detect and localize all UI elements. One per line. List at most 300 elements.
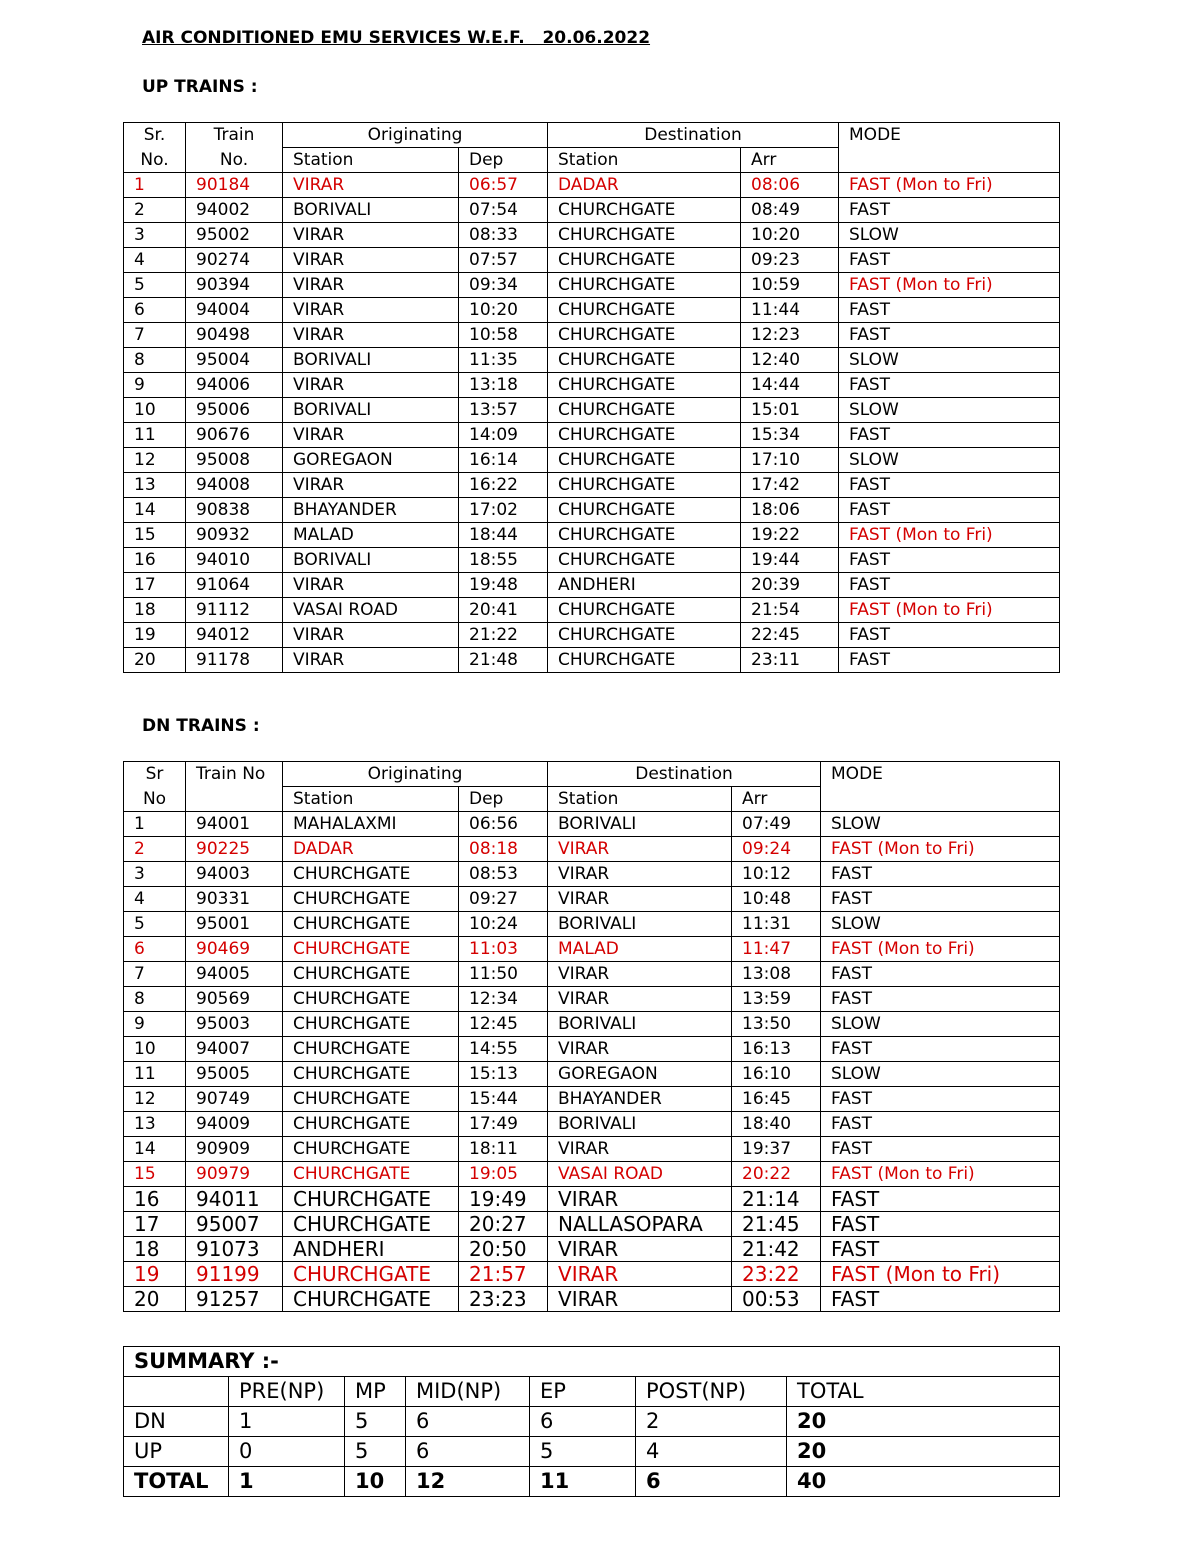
summary-value: 10 <box>345 1467 406 1497</box>
destination-station: VIRAR <box>548 1137 732 1162</box>
train-no: 90469 <box>186 937 283 962</box>
table-row <box>124 887 1060 912</box>
header-sr-line2: No. <box>124 148 186 173</box>
page-title: AIR CONDITIONED EMU SERVICES W.E.F. 20.06.2022 <box>142 28 651 48</box>
sr-no: 2 <box>124 837 186 862</box>
arrival-time: 08:49 <box>741 198 839 223</box>
origin-station: CHURCHGATE <box>283 1087 459 1112</box>
destination-station: VIRAR <box>548 1262 732 1287</box>
arrival-time: 18:40 <box>732 1112 821 1137</box>
table-row <box>124 862 1060 887</box>
train-no: 94012 <box>186 623 283 648</box>
departure-time: 08:33 <box>459 223 548 248</box>
origin-station: VIRAR <box>283 273 459 298</box>
origin-station: CHURCHGATE <box>283 1137 459 1162</box>
mode <box>821 887 1060 912</box>
sr-no: 2 <box>124 198 186 223</box>
summary-value: 11 <box>530 1467 636 1497</box>
destination-station: CHURCHGATE <box>548 548 741 573</box>
dn-trains-body <box>124 812 1060 1312</box>
sr-no: 9 <box>124 373 186 398</box>
mode-label: FAST <box>849 550 891 570</box>
table-row <box>124 1012 1060 1037</box>
destination-station: CHURCHGATE <box>548 298 741 323</box>
departure-time: 12:34 <box>459 987 548 1012</box>
mode-note: (Mon to Fri) <box>890 175 993 195</box>
departure-time: 06:57 <box>459 173 548 198</box>
table-row <box>124 473 1060 498</box>
arrival-time: 16:45 <box>732 1087 821 1112</box>
destination-station: CHURCHGATE <box>548 623 741 648</box>
origin-station: MALAD <box>283 523 459 548</box>
sr-no: 17 <box>124 1212 186 1237</box>
train-no: 91112 <box>186 598 283 623</box>
destination-station: CHURCHGATE <box>548 273 741 298</box>
sr-no: 11 <box>124 1062 186 1087</box>
destination-station: BHAYANDER <box>548 1087 732 1112</box>
header-dest-station: Station <box>548 148 741 173</box>
summary-value: 5 <box>345 1437 406 1467</box>
mode-label: FAST <box>831 1212 880 1236</box>
up-trains-table <box>123 122 1060 673</box>
table-row <box>124 912 1060 937</box>
origin-station: CHURCHGATE <box>283 862 459 887</box>
header-train-line2: No. <box>186 148 283 173</box>
departure-time: 09:34 <box>459 273 548 298</box>
summary-column-header: POST(NP) <box>636 1377 787 1407</box>
sr-no: 9 <box>124 1012 186 1037</box>
summary-row <box>124 1437 1060 1467</box>
arrival-time: 23:22 <box>732 1262 821 1287</box>
mode <box>821 1162 1060 1187</box>
mode-label: FAST <box>849 650 891 670</box>
summary-value: 1 <box>229 1407 345 1437</box>
mode <box>821 1262 1060 1287</box>
sr-no: 14 <box>124 1137 186 1162</box>
origin-station: CHURCHGATE <box>283 937 459 962</box>
sr-no: 3 <box>124 223 186 248</box>
departure-time: 13:57 <box>459 398 548 423</box>
departure-time: 11:03 <box>459 937 548 962</box>
train-no: 94004 <box>186 298 283 323</box>
table-row <box>124 937 1060 962</box>
sr-no: 1 <box>124 173 186 198</box>
summary-body <box>124 1347 1060 1497</box>
departure-time: 08:18 <box>459 837 548 862</box>
train-no: 90394 <box>186 273 283 298</box>
mode <box>821 1112 1060 1137</box>
departure-time: 21:48 <box>459 648 548 673</box>
origin-station: VIRAR <box>283 423 459 448</box>
mode-label: SLOW <box>849 450 899 470</box>
train-no: 95002 <box>186 223 283 248</box>
summary-column-header: EP <box>530 1377 636 1407</box>
sr-no: 20 <box>124 1287 186 1312</box>
origin-station: CHURCHGATE <box>283 1162 459 1187</box>
table-row <box>124 1062 1060 1087</box>
mode <box>839 298 1060 323</box>
departure-time: 14:09 <box>459 423 548 448</box>
origin-station: BORIVALI <box>283 398 459 423</box>
mode-label: FAST <box>831 964 873 984</box>
origin-station: CHURCHGATE <box>283 1037 459 1062</box>
arrival-time: 13:50 <box>732 1012 821 1037</box>
mode <box>839 648 1060 673</box>
departure-time: 16:14 <box>459 448 548 473</box>
arrival-time: 07:49 <box>732 812 821 837</box>
destination-station: VIRAR <box>548 862 732 887</box>
destination-station: VIRAR <box>548 837 732 862</box>
table-row <box>124 1237 1060 1262</box>
mode-label: SLOW <box>831 1064 881 1084</box>
mode-label: SLOW <box>849 400 899 420</box>
sr-no: 11 <box>124 423 186 448</box>
origin-station: BORIVALI <box>283 198 459 223</box>
sr-no: 14 <box>124 498 186 523</box>
sr-no: 7 <box>124 323 186 348</box>
header-train-line1: Train <box>186 123 283 148</box>
summary-column-header: MID(NP) <box>406 1377 530 1407</box>
train-no: 90498 <box>186 323 283 348</box>
mode-note: (Mon to Fri) <box>890 525 993 545</box>
departure-time: 08:53 <box>459 862 548 887</box>
table-row <box>124 248 1060 273</box>
sr-no: 19 <box>124 1262 186 1287</box>
table-row <box>124 498 1060 523</box>
table-row <box>124 1187 1060 1212</box>
arrival-time: 17:42 <box>741 473 839 498</box>
mode-label: FAST <box>831 1237 880 1261</box>
mode-label: FAST <box>849 525 891 545</box>
arrival-time: 15:01 <box>741 398 839 423</box>
mode-label: SLOW <box>831 914 881 934</box>
origin-station: CHURCHGATE <box>283 1287 459 1312</box>
destination-station: MALAD <box>548 937 732 962</box>
arrival-time: 20:22 <box>732 1162 821 1187</box>
train-no: 94007 <box>186 1037 283 1062</box>
departure-time: 20:50 <box>459 1237 548 1262</box>
departure-time: 14:55 <box>459 1037 548 1062</box>
destination-station: VIRAR <box>548 1187 732 1212</box>
destination-station: CHURCHGATE <box>548 498 741 523</box>
header-mode: MODE <box>839 123 1060 173</box>
header-originating: Originating <box>283 123 548 148</box>
summary-column-header: PRE(NP) <box>229 1377 345 1407</box>
destination-station: CHURCHGATE <box>548 373 741 398</box>
destination-station: CHURCHGATE <box>548 598 741 623</box>
header-arr: Arr <box>732 787 821 812</box>
destination-station: VIRAR <box>548 987 732 1012</box>
origin-station: CHURCHGATE <box>283 912 459 937</box>
mode-label: FAST <box>831 1262 880 1286</box>
table-row <box>124 298 1060 323</box>
sr-no: 16 <box>124 548 186 573</box>
train-no: 94003 <box>186 862 283 887</box>
destination-station: CHURCHGATE <box>548 473 741 498</box>
departure-time: 10:24 <box>459 912 548 937</box>
departure-time: 19:49 <box>459 1187 548 1212</box>
arrival-time: 19:37 <box>732 1137 821 1162</box>
train-no: 95001 <box>186 912 283 937</box>
summary-total: 20 <box>787 1407 1060 1437</box>
train-no: 95006 <box>186 398 283 423</box>
table-row <box>124 648 1060 673</box>
arrival-time: 10:59 <box>741 273 839 298</box>
departure-time: 10:58 <box>459 323 548 348</box>
departure-time: 15:13 <box>459 1062 548 1087</box>
departure-time: 18:55 <box>459 548 548 573</box>
origin-station: VIRAR <box>283 473 459 498</box>
origin-station: CHURCHGATE <box>283 1112 459 1137</box>
sr-no: 6 <box>124 298 186 323</box>
header-sr-line1: Sr <box>124 762 186 787</box>
arrival-time: 21:54 <box>741 598 839 623</box>
summary-row <box>124 1407 1060 1437</box>
departure-time: 12:45 <box>459 1012 548 1037</box>
header-arr: Arr <box>741 148 839 173</box>
arrival-time: 08:06 <box>741 173 839 198</box>
mode-label: SLOW <box>831 1014 881 1034</box>
arrival-time: 17:10 <box>741 448 839 473</box>
mode-label: FAST <box>831 989 873 1009</box>
mode <box>839 598 1060 623</box>
mode <box>821 912 1060 937</box>
mode-label: FAST <box>831 889 873 909</box>
origin-station: VIRAR <box>283 173 459 198</box>
summary-value: 6 <box>406 1437 530 1467</box>
origin-station: CHURCHGATE <box>283 987 459 1012</box>
arrival-time: 16:10 <box>732 1062 821 1087</box>
dn-trains-table <box>123 761 1060 1312</box>
mode <box>839 423 1060 448</box>
table-row <box>124 962 1060 987</box>
summary-label: SUMMARY :- <box>124 1347 1060 1377</box>
sr-no: 16 <box>124 1187 186 1212</box>
arrival-time: 11:47 <box>732 937 821 962</box>
table-row <box>124 323 1060 348</box>
origin-station: BORIVALI <box>283 548 459 573</box>
origin-station: VASAI ROAD <box>283 598 459 623</box>
mode <box>821 1237 1060 1262</box>
mode-label: FAST <box>849 300 891 320</box>
origin-station: CHURCHGATE <box>283 1262 459 1287</box>
mode <box>839 448 1060 473</box>
mode <box>821 1087 1060 1112</box>
origin-station: CHURCHGATE <box>283 887 459 912</box>
destination-station: BORIVALI <box>548 812 732 837</box>
origin-station: MAHALAXMI <box>283 812 459 837</box>
table-row <box>124 1037 1060 1062</box>
sr-no: 6 <box>124 937 186 962</box>
table-row <box>124 523 1060 548</box>
mode-label: FAST <box>849 250 891 270</box>
table-row <box>124 1212 1060 1237</box>
train-no: 94008 <box>186 473 283 498</box>
departure-time: 17:02 <box>459 498 548 523</box>
departure-time: 21:22 <box>459 623 548 648</box>
arrival-time: 16:13 <box>732 1037 821 1062</box>
train-no: 95004 <box>186 348 283 373</box>
departure-time: 19:05 <box>459 1162 548 1187</box>
header-sr-line2: No <box>124 787 186 812</box>
mode-label: FAST <box>831 1114 873 1134</box>
departure-time: 20:27 <box>459 1212 548 1237</box>
mode <box>821 1287 1060 1312</box>
mode-label: SLOW <box>849 225 899 245</box>
arrival-time: 12:23 <box>741 323 839 348</box>
mode <box>821 1037 1060 1062</box>
summary-column-header <box>124 1377 229 1407</box>
origin-station: VIRAR <box>283 648 459 673</box>
table-row <box>124 1287 1060 1312</box>
sr-no: 4 <box>124 887 186 912</box>
sr-no: 7 <box>124 962 186 987</box>
departure-time: 06:56 <box>459 812 548 837</box>
train-no: 91073 <box>186 1237 283 1262</box>
sr-no: 20 <box>124 648 186 673</box>
departure-time: 18:44 <box>459 523 548 548</box>
arrival-time: 11:31 <box>732 912 821 937</box>
summary-value: 0 <box>229 1437 345 1467</box>
mode <box>821 1137 1060 1162</box>
sr-no: 18 <box>124 1237 186 1262</box>
mode-label: FAST <box>849 425 891 445</box>
mode <box>839 223 1060 248</box>
mode <box>821 937 1060 962</box>
table-row <box>124 1262 1060 1287</box>
table-row <box>124 423 1060 448</box>
train-no: 94011 <box>186 1187 283 1212</box>
mode-label: FAST <box>831 1187 880 1211</box>
summary-value: 12 <box>406 1467 530 1497</box>
sr-no: 1 <box>124 812 186 837</box>
train-no: 90676 <box>186 423 283 448</box>
train-no: 90225 <box>186 837 283 862</box>
departure-time: 07:54 <box>459 198 548 223</box>
train-no: 91064 <box>186 573 283 598</box>
mode <box>839 348 1060 373</box>
destination-station: BORIVALI <box>548 1112 732 1137</box>
header-dep: Dep <box>459 787 548 812</box>
departure-time: 17:49 <box>459 1112 548 1137</box>
table-row <box>124 812 1060 837</box>
train-no: 90932 <box>186 523 283 548</box>
arrival-time: 13:08 <box>732 962 821 987</box>
mode <box>839 248 1060 273</box>
arrival-time: 18:06 <box>741 498 839 523</box>
origin-station: DADAR <box>283 837 459 862</box>
sr-no: 13 <box>124 473 186 498</box>
destination-station: CHURCHGATE <box>548 448 741 473</box>
arrival-time: 09:24 <box>732 837 821 862</box>
mode-label: FAST <box>849 325 891 345</box>
table-row <box>124 198 1060 223</box>
mode-label: FAST <box>831 939 873 959</box>
departure-time: 18:11 <box>459 1137 548 1162</box>
sr-no: 10 <box>124 398 186 423</box>
mode <box>839 323 1060 348</box>
departure-time: 07:57 <box>459 248 548 273</box>
mode <box>821 837 1060 862</box>
origin-station: VIRAR <box>283 623 459 648</box>
table-row <box>124 273 1060 298</box>
arrival-time: 22:45 <box>741 623 839 648</box>
header-dep: Dep <box>459 148 548 173</box>
table-row <box>124 987 1060 1012</box>
train-no: 90331 <box>186 887 283 912</box>
header-originating: Originating <box>283 762 548 787</box>
table-row <box>124 623 1060 648</box>
summary-value: 4 <box>636 1437 787 1467</box>
sr-no: 19 <box>124 623 186 648</box>
mode-label: FAST <box>831 864 873 884</box>
mode-label: FAST <box>849 200 891 220</box>
mode-label: FAST <box>849 275 891 295</box>
summary-value: 5 <box>530 1437 636 1467</box>
mode-label: FAST <box>849 600 891 620</box>
table-row <box>124 837 1060 862</box>
train-no: 94010 <box>186 548 283 573</box>
summary-value: 1 <box>229 1467 345 1497</box>
mode <box>839 398 1060 423</box>
origin-station: VIRAR <box>283 248 459 273</box>
mode <box>821 862 1060 887</box>
table-row <box>124 1087 1060 1112</box>
mode <box>839 273 1060 298</box>
arrival-time: 20:39 <box>741 573 839 598</box>
train-no: 95005 <box>186 1062 283 1087</box>
destination-station: NALLASOPARA <box>548 1212 732 1237</box>
mode <box>839 523 1060 548</box>
arrival-time: 19:44 <box>741 548 839 573</box>
table-row <box>124 598 1060 623</box>
mode-label: FAST <box>849 575 891 595</box>
mode <box>821 1012 1060 1037</box>
departure-time: 10:20 <box>459 298 548 323</box>
table-row <box>124 223 1060 248</box>
summary-total: 40 <box>787 1467 1060 1497</box>
mode <box>821 812 1060 837</box>
destination-station: VIRAR <box>548 887 732 912</box>
departure-time: 13:18 <box>459 373 548 398</box>
up-trains-heading: UP TRAINS : <box>142 77 258 97</box>
train-no: 90749 <box>186 1087 283 1112</box>
train-no: 91178 <box>186 648 283 673</box>
arrival-time: 10:12 <box>732 862 821 887</box>
sr-no: 18 <box>124 598 186 623</box>
mode-label: FAST <box>831 839 873 859</box>
summary-value: 5 <box>345 1407 406 1437</box>
mode-note: (Mon to Fri) <box>890 600 993 620</box>
arrival-time: 15:34 <box>741 423 839 448</box>
origin-station: GOREGAON <box>283 448 459 473</box>
summary-row <box>124 1467 1060 1497</box>
mode-label: FAST <box>831 1164 873 1184</box>
origin-station: CHURCHGATE <box>283 1187 459 1212</box>
mode-note: (Mon to Fri) <box>879 1262 1001 1286</box>
destination-station: VASAI ROAD <box>548 1162 732 1187</box>
destination-station: GOREGAON <box>548 1062 732 1087</box>
arrival-time: 12:40 <box>741 348 839 373</box>
table-row <box>124 398 1060 423</box>
sr-no: 3 <box>124 862 186 887</box>
origin-station: BORIVALI <box>283 348 459 373</box>
train-no: 91199 <box>186 1262 283 1287</box>
origin-station: ANDHERI <box>283 1237 459 1262</box>
table-row <box>124 548 1060 573</box>
origin-station: VIRAR <box>283 573 459 598</box>
table-row <box>124 1137 1060 1162</box>
